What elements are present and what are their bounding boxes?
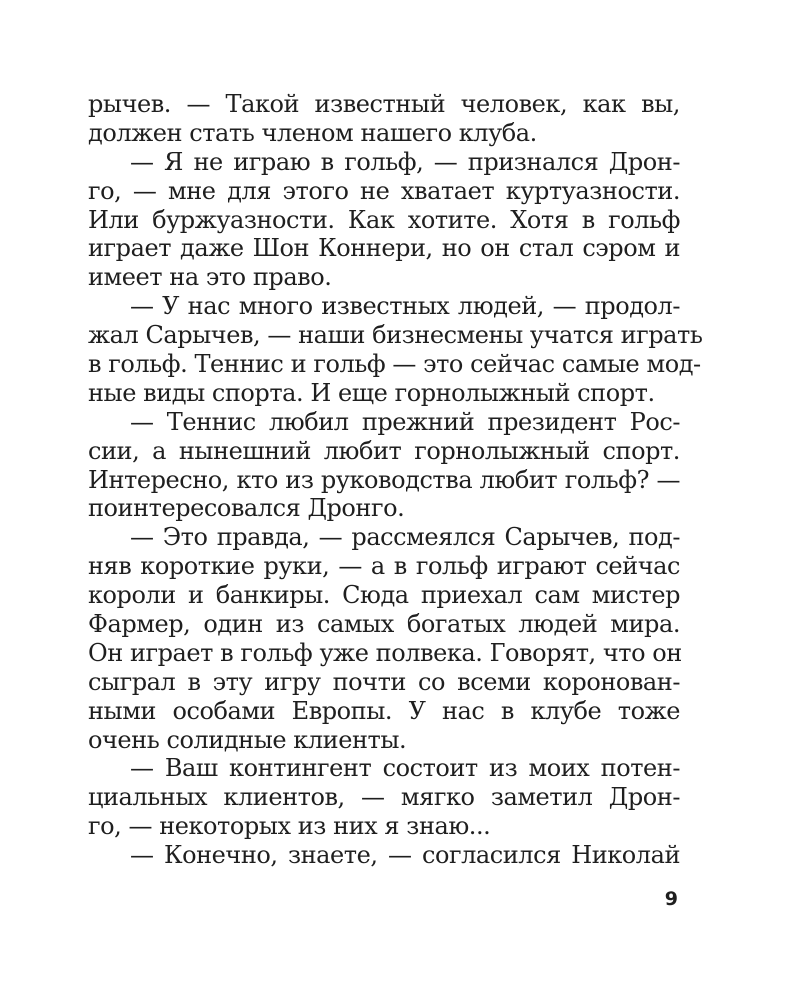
text-line: няв короткие руки, — а в гольф играют сейчас [88, 552, 680, 581]
text-line: короли и банкиры. Сюда приехал сам мистер [88, 581, 680, 610]
text-line: Или буржуазности. Как хотите. Хотя в гольф [88, 205, 680, 234]
text-line: рычев. — Такой известный человек, как вы, [88, 90, 680, 118]
text-line: Интересно, кто из руководства любит гольф? — [88, 465, 680, 494]
text-line: Фармер, один из самых богатых людей мира. [88, 610, 680, 639]
text-line: — Теннис любил прежний президент Рос- [130, 407, 680, 436]
text-line: — У нас много известных людей, — продол- [130, 292, 680, 321]
page-number: 9 [664, 888, 678, 910]
text-line: должен стать членом нашего клуба. [88, 118, 537, 147]
text-line: поинтересовался Дронго. [88, 494, 405, 523]
text-line: играет даже Шон Коннери, но он стал сэром и [88, 234, 680, 263]
text-line: — Это правда, — рассмеялся Сарычев, под- [130, 523, 680, 552]
text-line: — Ваш контингент состоит из моих потен- [130, 754, 680, 783]
text-line: го, — мне для этого не хватает куртуазности. [88, 176, 680, 205]
text-line: Он играет в гольф уже полвека. Говорят, что он [88, 638, 682, 667]
text-line: ными особами Европы. У нас в клубе тоже [88, 696, 680, 725]
text-line: циальных клиентов, — мягко заметил Дрон- [88, 783, 680, 812]
text-line: очень солидные клиенты. [88, 725, 407, 754]
text-line: в гольф. Теннис и гольф — это сейчас самые мод- [88, 350, 701, 379]
text-line: го, — некоторых из них я знаю... [88, 812, 491, 841]
text-line: сии, а нынешний любит горнолыжный спорт. [88, 436, 680, 465]
text-line: — Конечно, знаете, — согласился Николай [130, 841, 680, 870]
text-line: ные виды спорта. И еще горнолыжный спорт. [88, 378, 655, 407]
text-line: сыграл в эту игру почти со всеми коронован- [88, 667, 680, 696]
body-text [88, 90, 703, 870]
text-line: жал Сарычев, — наши бизнесмены учатся играть [88, 321, 703, 350]
text-line: имеет на это право. [88, 263, 332, 292]
text-line: — Я не играю в гольф, — признался Дрон- [130, 147, 680, 176]
